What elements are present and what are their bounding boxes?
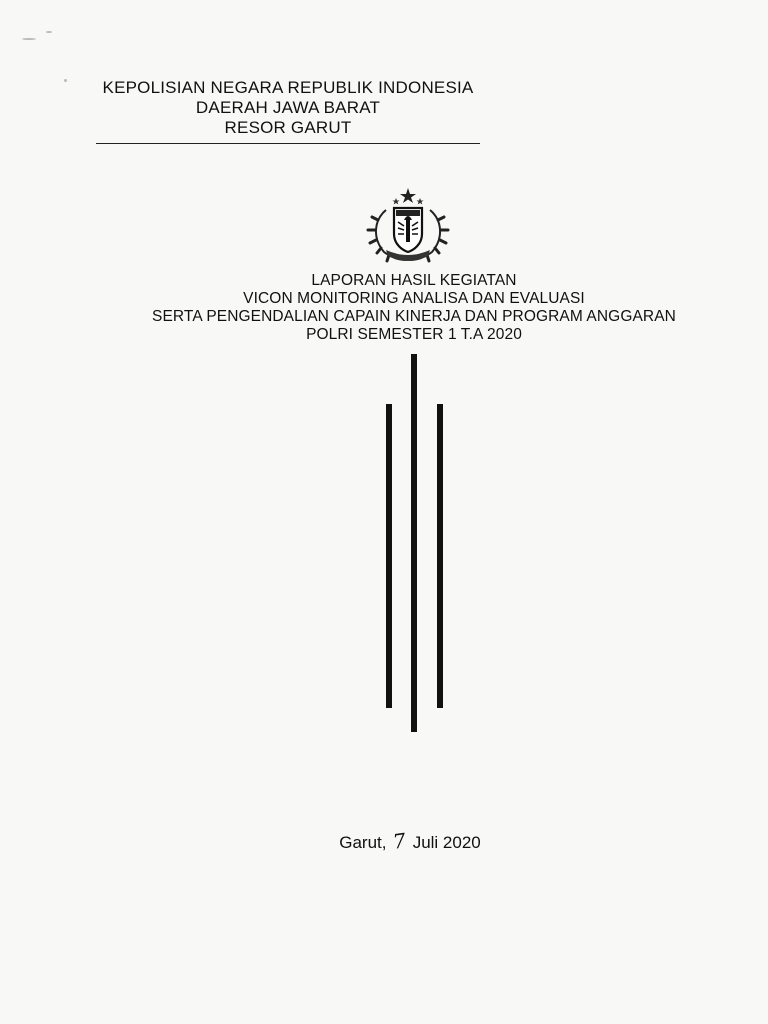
letterhead — [92, 78, 484, 144]
report-title — [84, 272, 744, 344]
report-title-line-4: POLRI SEMESTER 1 T.A 2020 — [306, 326, 522, 343]
letterhead-line-3: RESOR GARUT — [224, 118, 352, 137]
polri-emblem-icon — [356, 186, 460, 264]
letterhead-line-1: KEPOLISIAN NEGARA REPUBLIK INDONESIA — [102, 78, 474, 97]
decorative-bar-left — [386, 404, 392, 708]
place-text: Garut, — [339, 833, 387, 852]
place-date — [300, 829, 520, 853]
scan-speck — [46, 31, 52, 33]
month-year-text: Juli 2020 — [412, 833, 481, 852]
scan-speck — [64, 79, 67, 82]
letterhead-line-2: DAERAH JAWA BARAT — [195, 98, 381, 117]
letterhead-rule — [96, 143, 480, 144]
scan-speck — [22, 38, 36, 40]
decorative-bar-right — [437, 404, 443, 708]
report-title-line-2: VICON MONITORING ANALISA DAN EVALUASI — [243, 290, 585, 307]
report-title-line-3: SERTA PENGENDALIAN CAPAIN KINERJA DAN PROGRAM ANGGARAN — [152, 308, 676, 325]
decorative-bar-center — [411, 354, 417, 732]
handwritten-day: 7 — [391, 828, 408, 854]
report-title-line-1: LAPORAN HASIL KEGIATAN — [311, 272, 517, 289]
